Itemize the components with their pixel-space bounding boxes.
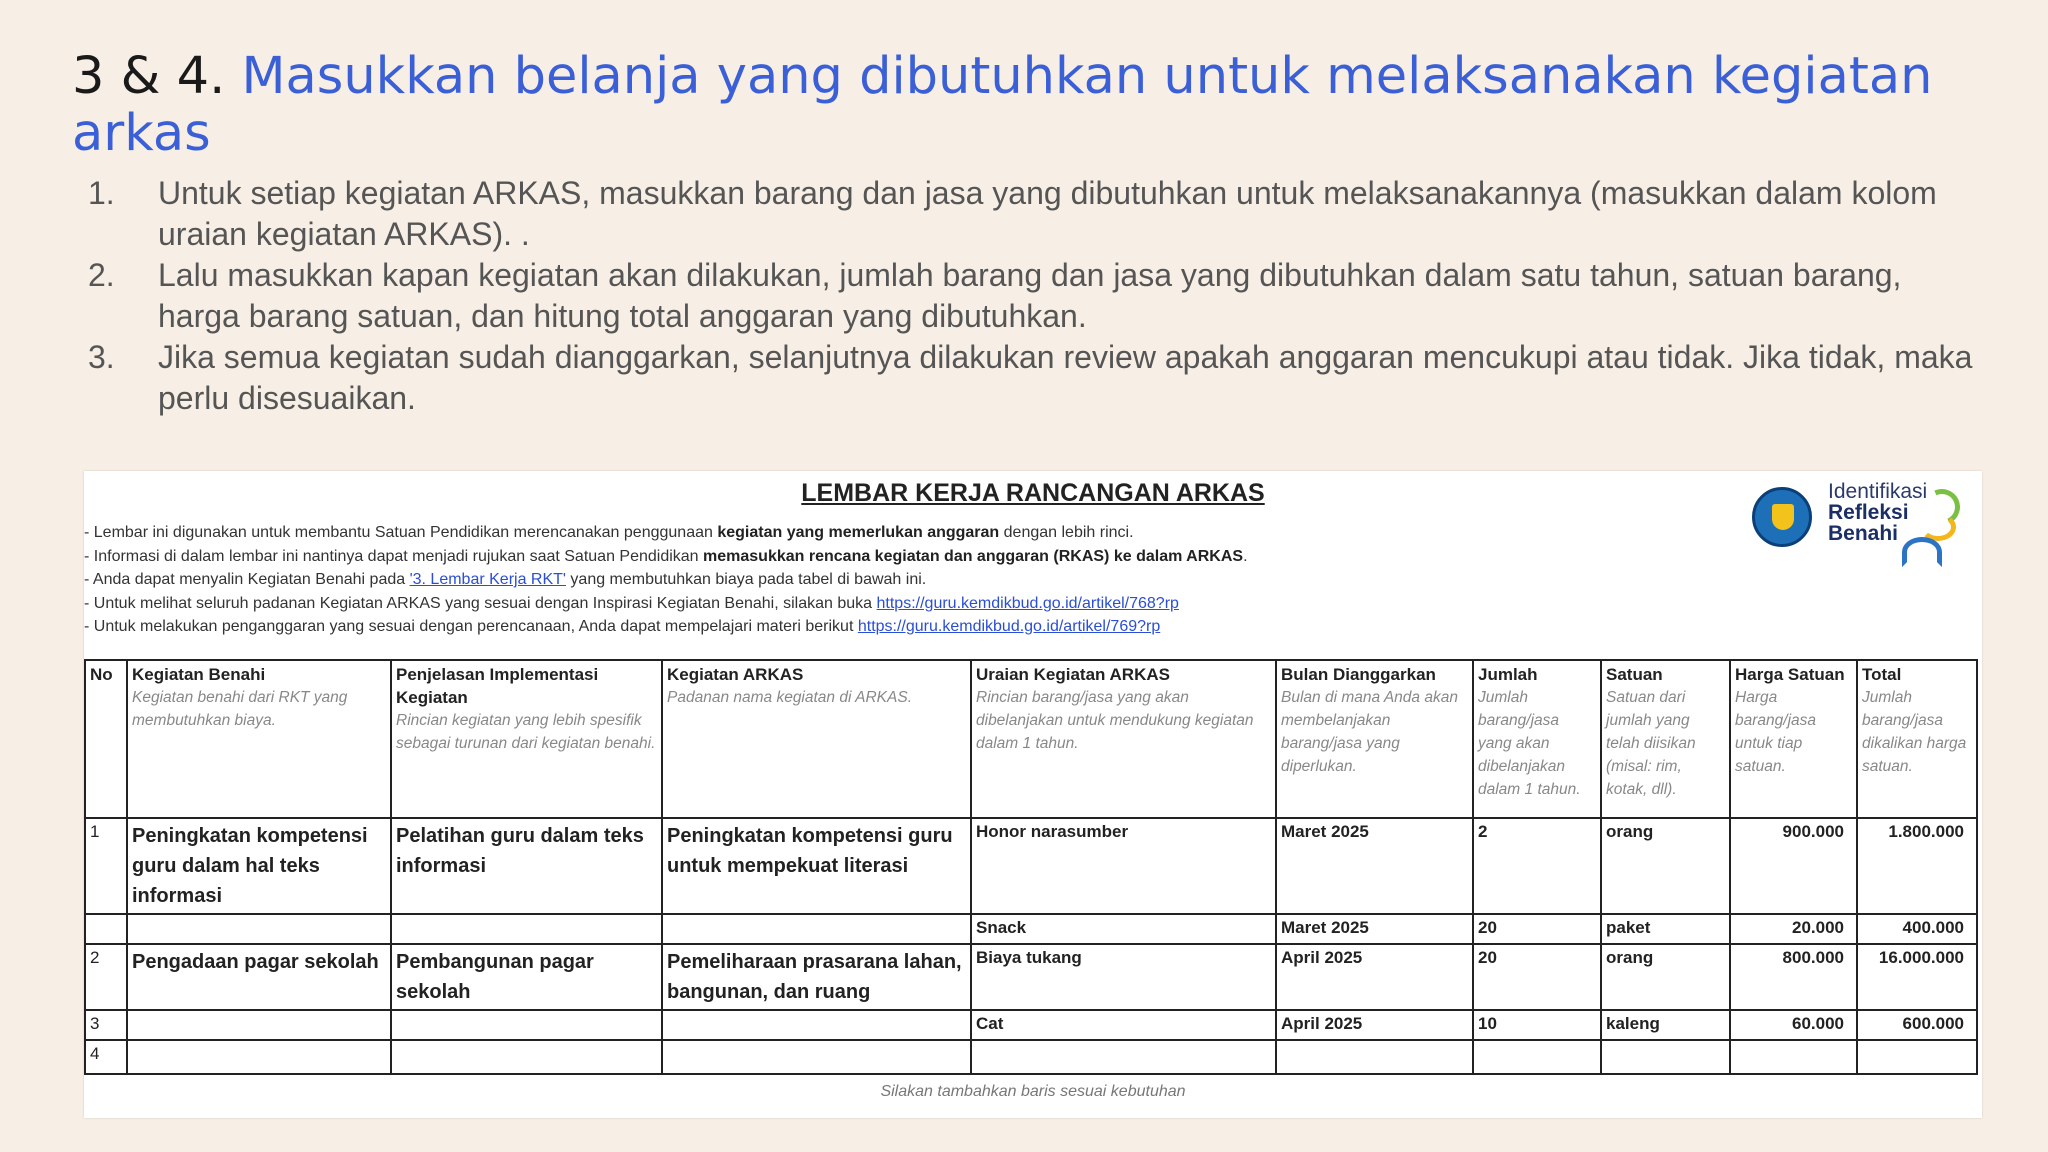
cell-total: 1.800.000 bbox=[1857, 818, 1977, 914]
cell-penjelasan bbox=[391, 914, 662, 944]
tut-wuri-handayani-icon bbox=[1752, 487, 1812, 547]
cell-penjelasan bbox=[391, 1010, 662, 1040]
col-header-harga-satuan: Harga Satuan Harga barang/jasa untuk tiap satuan. bbox=[1730, 660, 1857, 818]
cell-bulan: Maret 2025 bbox=[1276, 818, 1473, 914]
cell-kegiatan-benahi: Pengadaan pagar sekolah bbox=[127, 944, 391, 1010]
instruction-number: 1. bbox=[88, 175, 115, 211]
col-header-uraian: Uraian Kegiatan ARKAS Rincian barang/jasa yang akan dibelanjakan untuk mendukung kegiatan dalam 1 tahun. bbox=[971, 660, 1276, 818]
table-header-row bbox=[85, 660, 1977, 818]
col-header-total: Total Jumlah barang/jasa dikalikan harga satuan. bbox=[1857, 660, 1977, 818]
cell-kegiatan-arkas bbox=[662, 1010, 971, 1040]
logo-arc-blue-icon bbox=[1902, 537, 1942, 567]
cell-kegiatan-benahi bbox=[127, 1010, 391, 1040]
cell-uraian: Honor narasumber bbox=[971, 818, 1276, 914]
note-line: - Untuk melakukan penganggaran yang sesuai dengan perencanaan, Anda dapat mempelajari materi berikut https://guru.kemdikbud.go.id/artikel/769?rp bbox=[84, 618, 1161, 635]
cell-bulan: Maret 2025 bbox=[1276, 914, 1473, 944]
cell-satuan: kaleng bbox=[1601, 1010, 1730, 1040]
cell-no: 3 bbox=[85, 1010, 127, 1040]
col-header-kegiatan-benahi: Kegiatan Benahi Kegiatan benahi dari RKT yang membutuhkan biaya. bbox=[127, 660, 391, 818]
cell-no: 2 bbox=[85, 944, 127, 1010]
cell-harga-satuan: 800.000 bbox=[1730, 944, 1857, 1010]
instruction-item bbox=[88, 173, 1988, 255]
instruction-text: Untuk setiap kegiatan ARKAS, masukkan barang dan jasa yang dibutuhkan untuk melaksanakannya (masukkan dalam kolom uraian kegiatan ARKAS). . bbox=[158, 175, 1937, 252]
note-line: - Untuk melihat seluruh padanan Kegiatan ARKAS yang sesuai dengan Inspirasi Kegiatan Benahi, silakan buka https://guru.kemdikbud.go.id/artikel/768?rp bbox=[84, 594, 1179, 612]
cell-penjelasan: Pelatihan guru dalam teks informasi bbox=[391, 818, 662, 914]
cell-harga-satuan: 60.000 bbox=[1730, 1010, 1857, 1040]
cell-uraian: Snack bbox=[971, 914, 1276, 944]
cell-kegiatan-arkas bbox=[662, 1040, 971, 1074]
cell-harga-satuan: 20.000 bbox=[1730, 914, 1857, 944]
cell-jumlah: 2 bbox=[1473, 818, 1601, 914]
irb-logo bbox=[1752, 479, 1962, 561]
instruction-list bbox=[88, 173, 1988, 419]
slide-title-prefix: 3 & 4. bbox=[72, 47, 226, 106]
instruction-number: 3. bbox=[88, 339, 115, 375]
col-header-kegiatan-arkas: Kegiatan ARKAS Padanan nama kegiatan di ARKAS. bbox=[662, 660, 971, 818]
cell-kegiatan-arkas: Pemeliharaan prasarana lahan, bangunan, dan ruang bbox=[662, 944, 971, 1010]
cell-satuan: orang bbox=[1601, 818, 1730, 914]
cell-kegiatan-arkas bbox=[662, 914, 971, 944]
cell-kegiatan-arkas: Peningkatan kompetensi guru untuk mempekuat literasi bbox=[662, 818, 971, 914]
worksheet-title: LEMBAR KERJA RANCANGAN ARKAS bbox=[801, 479, 1265, 507]
arkas-table bbox=[84, 659, 1978, 1075]
col-header-bulan: Bulan Dianggarkan Bulan di mana Anda akan membelanjakan barang/jasa yang diperlukan. bbox=[1276, 660, 1473, 818]
cell-total: 400.000 bbox=[1857, 914, 1977, 944]
cell-kegiatan-benahi bbox=[127, 1040, 391, 1074]
table-row bbox=[85, 1010, 1977, 1040]
cell-kegiatan-benahi: Peningkatan kompetensi guru dalam hal teks informasi bbox=[127, 818, 391, 914]
cell-jumlah: 20 bbox=[1473, 914, 1601, 944]
cell-harga-satuan: 900.000 bbox=[1730, 818, 1857, 914]
cell-jumlah: 10 bbox=[1473, 1010, 1601, 1040]
cell-no: 1 bbox=[85, 818, 127, 914]
cell-kegiatan-benahi bbox=[127, 914, 391, 944]
cell-satuan: paket bbox=[1601, 914, 1730, 944]
table-row bbox=[85, 818, 1977, 914]
worksheet-image bbox=[84, 471, 1982, 1118]
cell-uraian: Cat bbox=[971, 1010, 1276, 1040]
instruction-text: Jika semua kegiatan sudah dianggarkan, selanjutnya dilakukan review apakah anggaran mencukupi atau tidak. Jika tidak, maka perlu disesuaikan. bbox=[158, 339, 1973, 416]
cell-no bbox=[85, 914, 127, 944]
link-artikel-769[interactable]: https://guru.kemdikbud.go.id/artikel/769?rp bbox=[857, 618, 1161, 635]
link-artikel-768[interactable]: https://guru.kemdikbud.go.id/artikel/768?rp bbox=[876, 594, 1179, 612]
cell-bulan: April 2025 bbox=[1276, 1010, 1473, 1040]
cell-satuan bbox=[1601, 1040, 1730, 1074]
cell-penjelasan bbox=[391, 1040, 662, 1074]
cell-uraian bbox=[971, 1040, 1276, 1074]
cell-jumlah bbox=[1473, 1040, 1601, 1074]
cell-total bbox=[1857, 1040, 1977, 1074]
logo-text: Identifikasi Refleksi Benahi bbox=[1828, 480, 1928, 545]
slide-title bbox=[72, 48, 1972, 162]
worksheet-footer-note: Silakan tambahkan baris sesuai kebutuhan bbox=[880, 1083, 1186, 1100]
cell-total: 16.000.000 bbox=[1857, 944, 1977, 1010]
cell-jumlah: 20 bbox=[1473, 944, 1601, 1010]
note-line: - Anda dapat menyalin Kegiatan Benahi pada '3. Lembar Kerja RKT' yang membutuhkan biaya pada tabel di bawah ini. bbox=[84, 571, 927, 588]
instruction-item bbox=[88, 255, 1988, 337]
worksheet-notes bbox=[84, 521, 1248, 639]
instruction-number: 2. bbox=[88, 257, 115, 293]
cell-penjelasan: Pembangunan pagar sekolah bbox=[391, 944, 662, 1010]
table-row bbox=[85, 1040, 1977, 1074]
note-line: - Informasi di dalam lembar ini nantinya dapat menjadi rujukan saat Satuan Pendidikan memasukkan rencana kegiatan dan anggaran (RKAS) ke dalam ARKAS. bbox=[84, 547, 1248, 565]
cell-total: 600.000 bbox=[1857, 1010, 1977, 1040]
col-header-no: No bbox=[85, 660, 127, 818]
col-header-penjelasan: Penjelasan Implementasi Kegiatan Rincian kegiatan yang lebih spesifik sebagai turunan dari kegiatan benahi. bbox=[391, 660, 662, 818]
instruction-text: Lalu masukkan kapan kegiatan akan dilakukan, jumlah barang dan jasa yang dibutuhkan dalam satu tahun, satuan barang, harga barang satuan, dan hitung total anggaran yang dibutuhkan. bbox=[158, 257, 1902, 334]
col-header-jumlah: Jumlah Jumlah barang/jasa yang akan dibelanjakan dalam 1 tahun. bbox=[1473, 660, 1601, 818]
table-row bbox=[85, 914, 1977, 944]
note-line: - Lembar ini digunakan untuk membantu Satuan Pendidikan merencanakan penggunaan kegiatan yang memerlukan anggaran dengan lebih rinci. bbox=[84, 524, 1134, 541]
cell-satuan: orang bbox=[1601, 944, 1730, 1010]
instruction-item bbox=[88, 337, 1988, 419]
slide-title-main: Masukkan belanja yang dibutuhkan untuk melaksanakan kegiatan arkas bbox=[72, 47, 1933, 163]
cell-bulan bbox=[1276, 1040, 1473, 1074]
cell-uraian: Biaya tukang bbox=[971, 944, 1276, 1010]
cell-bulan: April 2025 bbox=[1276, 944, 1473, 1010]
col-header-satuan: Satuan Satuan dari jumlah yang telah diisikan (misal: rim, kotak, dll). bbox=[1601, 660, 1730, 818]
cell-harga-satuan bbox=[1730, 1040, 1857, 1074]
table-row bbox=[85, 944, 1977, 1010]
link-lembar-kerja-rkt[interactable]: '3. Lembar Kerja RKT' bbox=[409, 571, 566, 588]
cell-no: 4 bbox=[85, 1040, 127, 1074]
